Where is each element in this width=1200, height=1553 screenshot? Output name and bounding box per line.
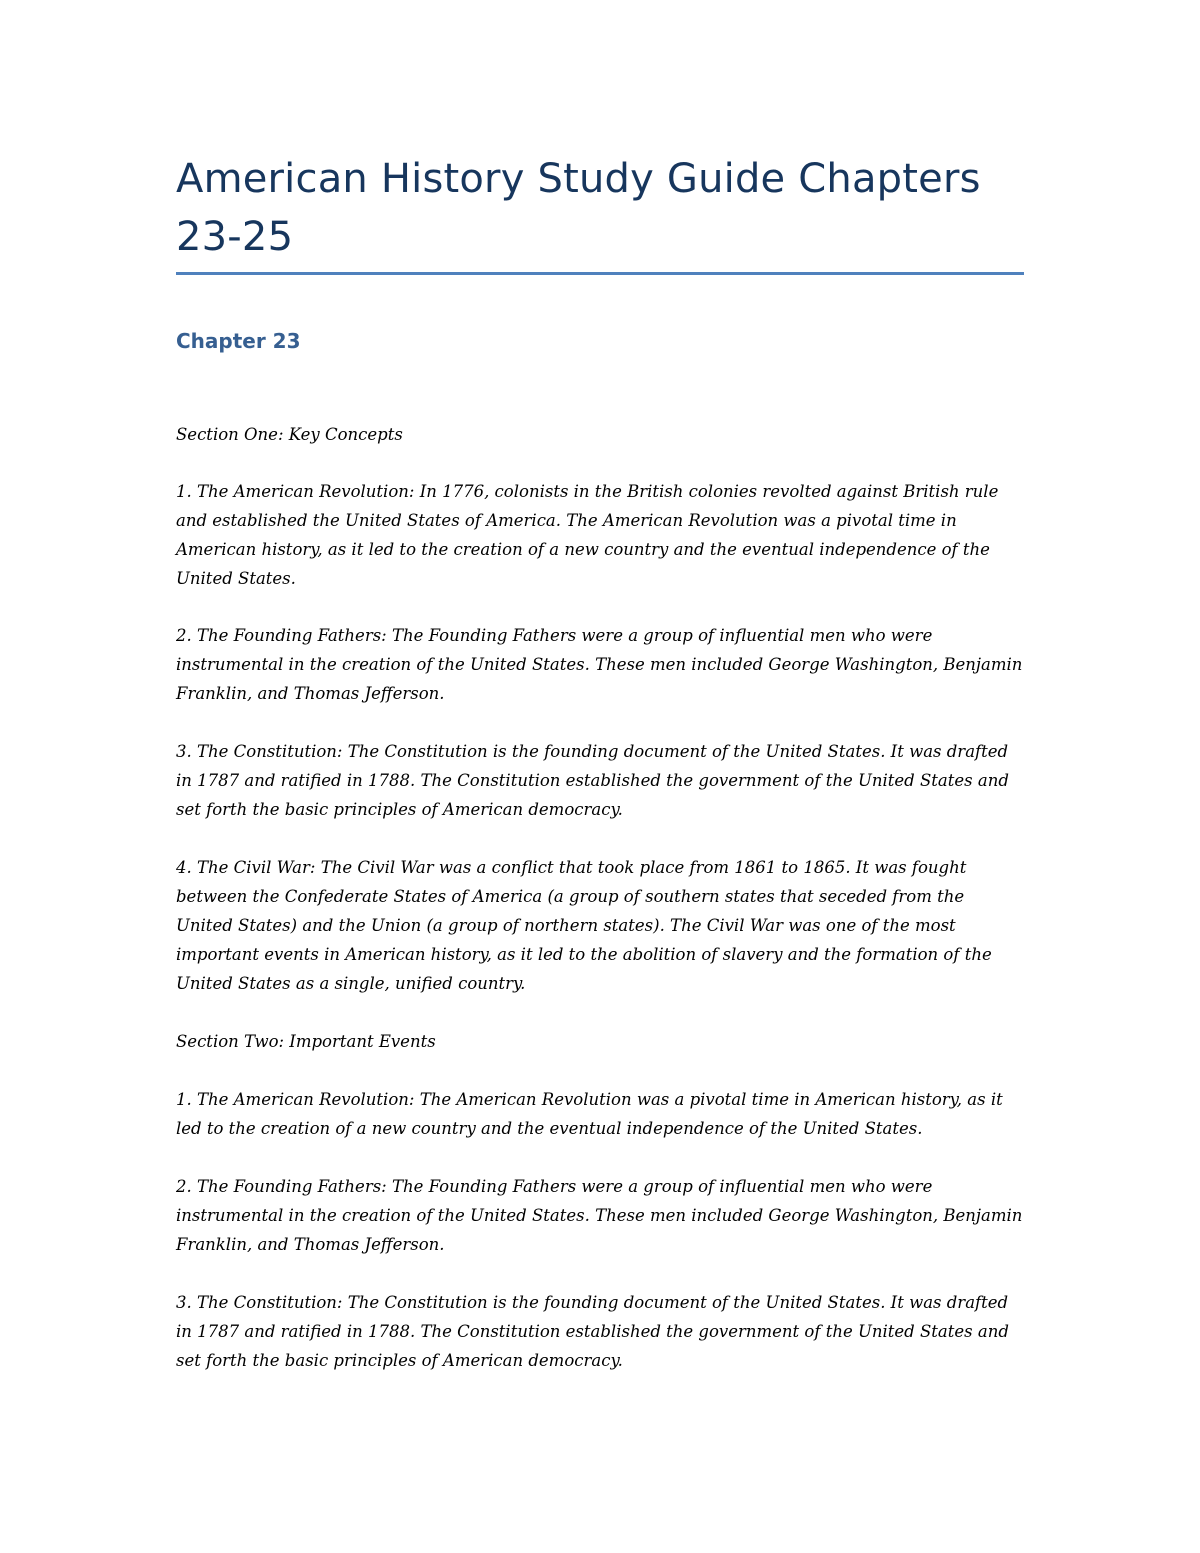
section-two-item-2: 2. The Founding Fathers: The Founding Fathers were a group of influential men who were instrumental in the creation of the United States. These men included George Washington, Benjamin Franklin, and Thomas Jefferson. <box>176 1177 1023 1254</box>
section-two-heading: Section Two: Important Events <box>176 1032 436 1051</box>
document-title: American History Study Guide Chapters 23-25 <box>176 156 981 260</box>
section-one-item-4: 4. The Civil War: The Civil War was a conflict that took place from 1861 to 1865. It was fought between the Confederate States of America (a group of southern states that seceded from the United States) and the Union (a group of northern states). The Civil War was one of the most important events in American history, as it led to the abolition of slavery and the formation of the United States as a single, unified country. <box>176 858 992 993</box>
section-two-item-1: 1. The American Revolution: The American Revolution was a pivotal time in American history, as it led to the creation of a new country and the eventual independence of the United States. <box>176 1090 1003 1138</box>
section-one-item-3: 3. The Constitution: The Constitution is the founding document of the United States. It was drafted in 1787 and ratified in 1788. The Constitution established the government of the United States and set forth the basic principles of American democracy. <box>176 742 1009 819</box>
title-underline-rule <box>176 272 1024 275</box>
section-two-item-3: 3. The Constitution: The Constitution is the founding document of the United States. It was drafted in 1787 and ratified in 1788. The Constitution established the government of the United States and set forth the basic principles of American democracy. <box>176 1293 1009 1370</box>
chapter-heading: Chapter 23 <box>176 329 301 353</box>
section-one-item-1: 1. The American Revolution: In 1776, colonists in the British colonies revolted against British rule and established the United States of America. The American Revolution was a pivotal time in American history, as it led to the creation of a new country and the eventual independence of the United States. <box>176 482 999 588</box>
section-one-heading: Section One: Key Concepts <box>176 425 403 444</box>
section-one-item-2: 2. The Founding Fathers: The Founding Fathers were a group of influential men who were instrumental in the creation of the United States. These men included George Washington, Benjamin Franklin, and Thomas Jefferson. <box>176 626 1023 703</box>
